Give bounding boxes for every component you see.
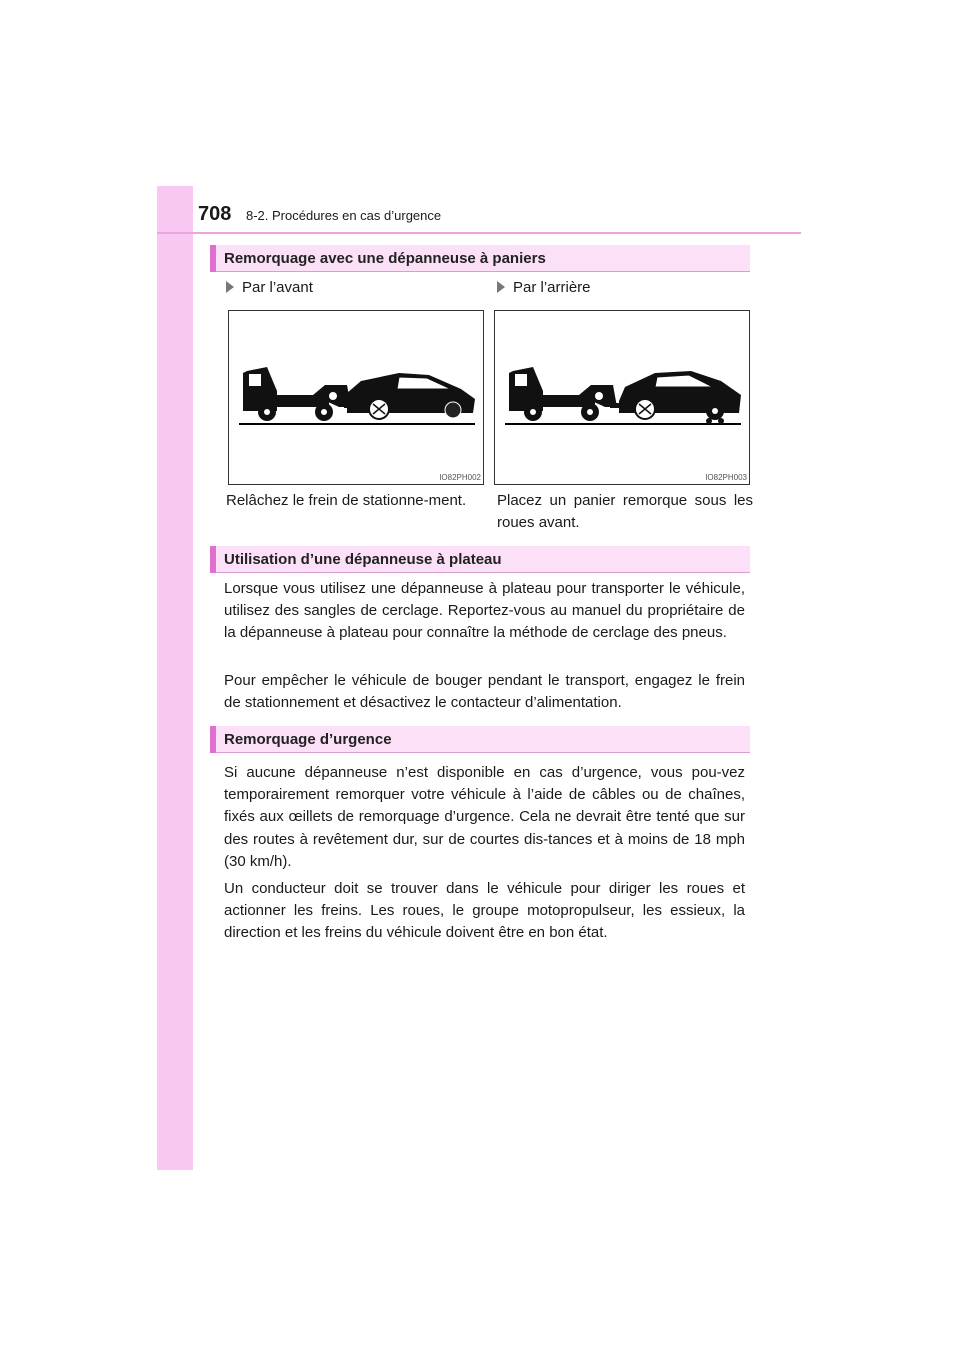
figure-code: IO82PH003 xyxy=(705,473,747,482)
figure-tow-rear xyxy=(494,310,750,485)
side-tab-strip xyxy=(157,186,193,1170)
subheading-label: Par l’avant xyxy=(242,279,313,296)
section-heading-emergency xyxy=(210,726,750,753)
figure-tow-front xyxy=(228,310,484,485)
section-title: Remorquage d’urgence xyxy=(224,731,392,748)
section-accent-bar xyxy=(210,546,216,573)
paragraph-emergency-1: Si aucune dépanneuse n’est disponible en cas d’urgence, vous pou-vez temporairement remorquer votre véhicule à l’aide de câbles ou de chaînes, fixés aux œillets de remorquage d’urgence. Cela ne devrait être tenté que sur des routes à revêtement dur, sur de courtes dis-tances et à moins de 18 mph (30 km/h). xyxy=(224,764,745,870)
figure-code: IO82PH002 xyxy=(439,473,481,482)
subheading-label: Par l’arrière xyxy=(513,279,591,296)
section-title: Utilisation d’une dépanneuse à plateau xyxy=(224,551,502,568)
section-heading-flatbed xyxy=(210,546,750,573)
subheading-front xyxy=(226,279,313,296)
section-heading-basket xyxy=(210,245,750,272)
subheading-rear xyxy=(497,279,591,296)
section-title: Remorquage avec une dépanneuse à paniers xyxy=(224,250,546,267)
section-accent-bar xyxy=(210,726,216,753)
header-divider xyxy=(157,232,801,234)
paragraph-flatbed-1: Lorsque vous utilisez une dépanneuse à plateau pour transporter le véhicule, utilisez des sangles de cerclage. Reportez-vous au manuel du propriétaire de la dépanneuse à plateau pour connaître la méthode de cerclage des pneus. xyxy=(224,580,745,642)
tow-truck-rear-illustration xyxy=(495,311,749,484)
triangle-pointer-icon xyxy=(226,281,234,293)
chapter-title: 8-2. Procédures en cas d’urgence xyxy=(246,208,442,223)
page-number: 708 xyxy=(198,203,232,225)
triangle-pointer-icon xyxy=(497,281,505,293)
caption-front: Relâchez le frein de stationne-ment. xyxy=(226,492,467,509)
section-accent-bar xyxy=(210,245,216,272)
caption-rear: Placez un panier remorque sous les roues avant. xyxy=(497,492,753,531)
paragraph-flatbed-2: Pour empêcher le véhicule de bouger pendant le transport, engagez le frein de stationnement et désactivez le contacteur d’alimentation. xyxy=(224,672,745,712)
tow-truck-front-illustration xyxy=(229,311,483,484)
paragraph-emergency-2: Un conducteur doit se trouver dans le véhicule pour diriger les roues et actionner les freins. Les roues, le groupe motopropulseur, les essieux, la direction et les freins du véhicule doivent être en bon état. xyxy=(224,880,745,942)
